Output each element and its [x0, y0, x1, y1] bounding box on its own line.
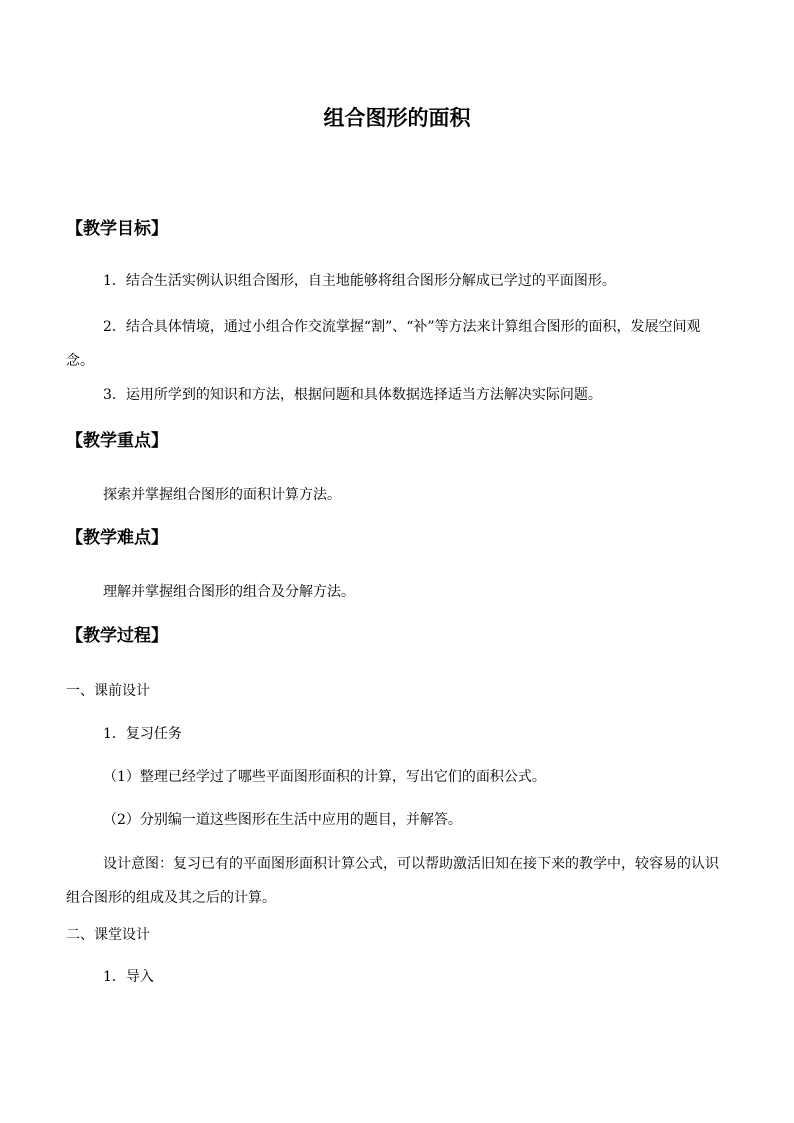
objective-1: 1．结合生活实例认识组合图形，自主地能够将组合图形分解成已学过的平面图形。 [103, 273, 616, 289]
section2-item1: 1．导入 [103, 969, 154, 985]
heading-difficulties: 【教学难点】 [66, 528, 168, 548]
section2-title: 二、课堂设计 [66, 927, 150, 943]
objective-2: 2．结合具体情境，通过小组合作交流掌握“割”、“补”等方法来计算组合图形的面积，发展空间观念。 [66, 319, 701, 369]
objective-3: 3．运用所学到的知识和方法，根据问题和具体数据选择适当方法解决实际问题。 [103, 387, 602, 403]
design-intent: 设计意图：复习已有的平面图形面积计算公式，可以帮助激活旧知在接下来的教学中，较容易的认识组合图形的组成及其之后的计算。 [66, 856, 719, 906]
heading-key-points: 【教学重点】 [66, 431, 168, 451]
heading-process: 【教学过程】 [66, 626, 168, 646]
task-1: （1）整理已经学过了哪些平面图形面积的计算，写出它们的面积公式。 [103, 769, 546, 785]
key-point-text: 探索并掌握组合图形的面积计算方法。 [103, 487, 341, 503]
difficulty-text: 理解并掌握组合图形的组合及分解方法。 [103, 584, 355, 600]
heading-objectives: 【教学目标】 [66, 219, 168, 239]
section1-title: 一、课前设计 [66, 683, 150, 699]
document-title: 组合图形的面积 [323, 105, 471, 130]
section1-item1: 1．复习任务 [103, 726, 182, 742]
task-2: （2）分别编一道这些图形在生活中应用的题目，并解答。 [103, 812, 462, 828]
